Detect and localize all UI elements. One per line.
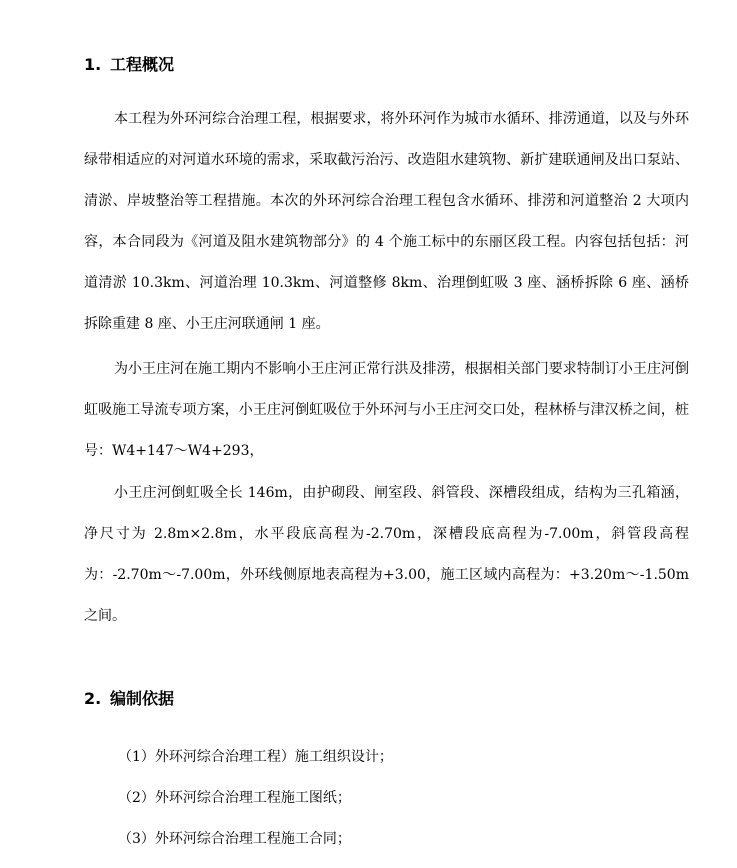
section-1-title: 工程概况 — [110, 55, 175, 74]
list-item: （3）外环河综合治理工程施工合同； — [118, 831, 351, 847]
section-2-heading — [84, 688, 174, 710]
list-item: （1）外环河综合治理工程）施工组织设计； — [118, 749, 393, 765]
section-2-title: 编制依据 — [110, 689, 175, 708]
section-1-paragraph-1: 本工程为外环河综合治理工程，根据要求，将外环河作为城市水循环、排涝通道，以及与外环绿带相适应的对河道水环境的需求，采取截污治污、改造阻水建筑物、新扩建联通闸及出口泵站、清淤、岸坡整治等工程措施。本次的外环河综合治理工程包含水循环、排涝和河道整治 2 大项内容，本合同段为《河道及阻水建筑物部分》的 4 个施工标中的东丽区段工程。内容包括包括：河道清淤 10.3km、河道治理 10.3km、河道整修 8km、治理倒虹吸 3 座、涵桥拆除 6 座、涵桥拆除重建 8 座、小王庄河联通闸 1 座。 — [84, 111, 689, 332]
basis-list — [118, 737, 393, 860]
section-1-number: 1. — [84, 55, 102, 74]
section-1-heading — [84, 54, 174, 76]
section-1-paragraph-3: 小王庄河倒虹吸全长 146m，由护砌段、闸室段、斜管段、深槽段组成，结构为三孔箱涵，净尺寸为 2.8m×2.8m，水平段底高程为-2.70m，深槽段底高程为-7.00m，斜管段高程为：-2.70m～-7.00m，外环线侧原地表高程为+3.00，施工区域内高程为：+3.20m～-1.50m 之间。 — [84, 485, 689, 624]
section-2-number: 2. — [84, 689, 102, 708]
section-1-paragraph-2: 为小王庄河在施工期内不影响小王庄河正常行洪及排涝，根据相关部门要求特制订小王庄河倒虹吸施工导流专项方案，小王庄河倒虹吸位于外环河与小王庄河交口处，程林桥与津汉桥之间，桩号：W4+147～W4+293， — [84, 361, 689, 459]
list-item: （2）外环河综合治理工程施工图纸； — [118, 790, 351, 806]
